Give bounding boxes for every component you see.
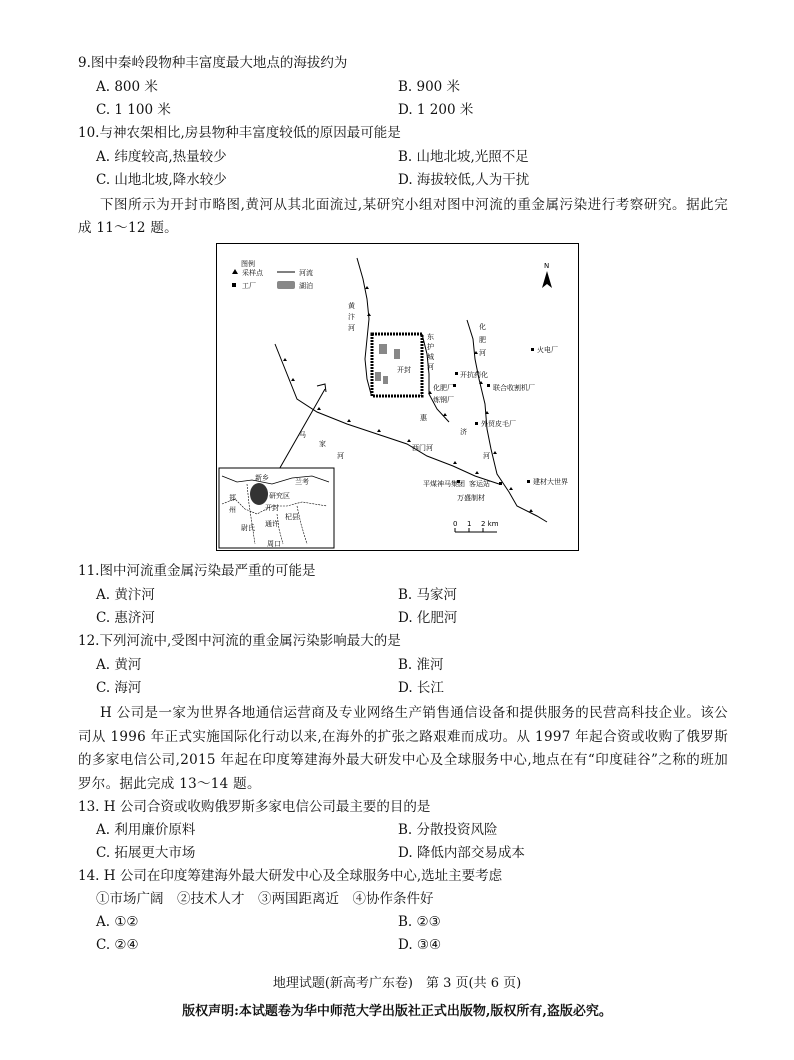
svg-text:郑: 郑 xyxy=(229,494,236,502)
q13-option-c: C. 拓展更大市场 xyxy=(96,845,196,861)
factory-lianyou: 炼钢厂 xyxy=(433,396,454,404)
svg-text:化: 化 xyxy=(479,323,486,331)
q13-stem: 13. H 公司合资或收购俄罗斯多家电信公司最主要的目的是 xyxy=(78,799,431,815)
legend-river: 河流 xyxy=(299,269,313,277)
svg-text:2 km: 2 km xyxy=(481,520,499,528)
q12-option-b: B. 淮河 xyxy=(398,657,444,673)
q9-option-b: B. 900 米 xyxy=(398,79,461,95)
q13-option-a: A. 利用廉价原料 xyxy=(96,822,196,838)
factory-huafei: 化肥厂 xyxy=(433,384,454,392)
q14-option-a: A. ①② xyxy=(96,914,139,930)
factory-jiancai: 建材大世界 xyxy=(533,478,568,486)
svg-text:N: N xyxy=(544,262,550,270)
intro-paragraph-company: H 公司是一家为世界各地通信运营商及专业网络生产销售通信设备和提供服务的民营高科技企业。该公司从 1996 年正式实施国际化行动以来,在海外的扩张之路艰难而成功。从 1997 年起合资或收购了俄罗斯的多家电信公司,2015 年起在印度筹建海外最大研发中心及全球服务中心,地点在有“印度硅谷”之称的班加罗尔。据此完成 13～14 题。 xyxy=(78,705,728,792)
q13-option-d: D. 降低内部交易成本 xyxy=(398,845,525,861)
q10-stem: 10.与神农架相比,房县物种丰富度较低的原因最可能是 xyxy=(78,125,401,141)
q14-items: ①市场广阔 ②技术人才 ③两国距离近 ④协作条件好 xyxy=(96,891,434,907)
svg-text:家: 家 xyxy=(319,440,326,448)
q11-option-d: D. 化肥河 xyxy=(398,610,458,626)
q14-stem: 14. H 公司在印度筹建海外最大研发中心及全球服务中心,选址主要考虑 xyxy=(78,868,503,884)
svg-text:西门河: 西门河 xyxy=(412,444,433,452)
page-footer: 地理试题(新高考广东卷) 第 3 页(共 6 页) xyxy=(272,976,522,991)
q10-option-c: C. 山地北坡,降水较少 xyxy=(96,172,227,188)
q11-option-a: A. 黄汴河 xyxy=(96,587,155,603)
factory-kejun: 客运站 xyxy=(469,480,490,488)
svg-text:河: 河 xyxy=(483,452,490,460)
factory-pingmei: 平煤神马集团 xyxy=(423,480,465,488)
q14-option-c: C. ②④ xyxy=(96,937,139,953)
svg-text:兰考: 兰考 xyxy=(295,478,309,486)
svg-text:开封: 开封 xyxy=(265,504,279,512)
q9-option-a: A. 800 米 xyxy=(96,79,158,95)
north-arrow-icon xyxy=(542,262,552,288)
q12-option-c: C. 海河 xyxy=(96,680,142,696)
svg-text:杞县: 杞县 xyxy=(285,513,299,521)
svg-text:惠: 惠 xyxy=(420,414,427,422)
factory-wanfang: 万盛制材 xyxy=(457,494,485,502)
legend-lake: 湖泊 xyxy=(299,282,313,290)
q12-option-a: A. 黄河 xyxy=(96,657,142,673)
river-label-huangbian-3: 河 xyxy=(348,324,355,332)
kaifeng-map xyxy=(216,243,579,551)
svg-text:马: 马 xyxy=(299,431,306,439)
legend-sample: 采样点 xyxy=(242,269,263,277)
city-label-kaifeng: 开封 xyxy=(397,366,411,374)
svg-text:河: 河 xyxy=(479,349,486,357)
svg-text:城: 城 xyxy=(427,353,434,361)
scale-bar xyxy=(453,520,499,532)
svg-text:1: 1 xyxy=(467,520,472,528)
copyright-notice: 版权声明:本试题卷为华中师范大学出版社正式出版物,版权所有,盗版必究。 xyxy=(182,1004,612,1019)
q10-option-d: D. 海拔较低,人为干扰 xyxy=(398,172,530,188)
svg-text:0: 0 xyxy=(453,520,458,528)
q10-option-b: B. 山地北坡,光照不足 xyxy=(398,149,529,165)
q12-option-d: D. 长江 xyxy=(398,680,444,696)
q11-stem: 11.图中河流重金属污染最严重的可能是 xyxy=(78,563,316,579)
svg-text:肥: 肥 xyxy=(479,336,486,344)
q11-option-b: B. 马家河 xyxy=(398,587,458,603)
svg-text:护: 护 xyxy=(427,343,434,351)
svg-text:河: 河 xyxy=(427,363,434,371)
inset-map xyxy=(219,468,334,548)
map-legend xyxy=(232,259,313,290)
q9-option-c: C. 1 100 米 xyxy=(96,102,171,118)
svg-text:东: 东 xyxy=(427,333,434,341)
legend-title: 图例 xyxy=(241,260,255,268)
intro-paragraph-map: 下图所示为开封市略图,黄河从其北面流过,某研究小组对图中河流的重金属污染进行考察研究。据此完成 11～12 题。 xyxy=(78,197,728,236)
factory-huodian: 火电厂 xyxy=(537,346,558,354)
river-label-huangbian-1: 黄 xyxy=(348,302,355,310)
svg-text:州: 州 xyxy=(229,506,236,514)
q9-stem: 9.图中秦岭段物种丰富度最大地点的海拔约为 xyxy=(78,55,348,71)
svg-text:周口: 周口 xyxy=(267,540,281,548)
q14-option-d: D. ③④ xyxy=(398,937,442,953)
svg-text:尉氏: 尉氏 xyxy=(241,524,255,532)
q10-option-a: A. 纬度较高,热量较少 xyxy=(96,149,227,165)
svg-text:研究区: 研究区 xyxy=(269,492,290,500)
legend-factory: 工厂 xyxy=(242,282,256,290)
factory-kaijiang: 开抗药化 xyxy=(460,371,488,379)
river-label-huangbian-2: 汴 xyxy=(348,313,355,321)
svg-text:河: 河 xyxy=(337,452,344,460)
svg-text:通许: 通许 xyxy=(265,520,279,528)
q9-option-d: D. 1 200 米 xyxy=(398,102,474,118)
factory-waimao: 外贸皮毛厂 xyxy=(481,420,516,428)
svg-text:新乡: 新乡 xyxy=(255,474,269,482)
q13-option-b: B. 分散投资风险 xyxy=(398,822,498,838)
q14-option-b: B. ②③ xyxy=(398,914,441,930)
factory-lianhe: 联合收割机厂 xyxy=(493,384,535,392)
q11-option-c: C. 惠济河 xyxy=(96,610,155,626)
svg-text:济: 济 xyxy=(460,428,467,436)
q12-stem: 12.下列河流中,受图中河流的重金属污染影响最大的是 xyxy=(78,633,401,649)
